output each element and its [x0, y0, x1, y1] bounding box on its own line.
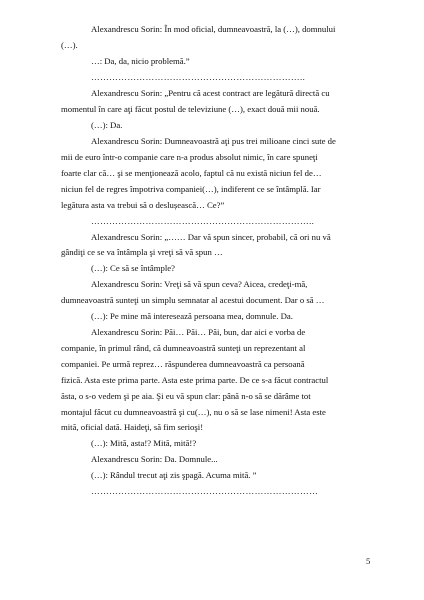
transcript-line: fizică. Asta este prima parte. Asta este prima parte. De ce s-a făcut contractul [61, 374, 329, 385]
ellipsis-line: ……………………………………………………………….. [91, 215, 315, 226]
transcript-line: mii de euro într-o companie care n-a produs absolut nimic, în care spuneţi [61, 152, 318, 163]
transcript-line: Alexandrescu Sorin: În mod oficial, dumneavoastră, la (…), domnului [91, 24, 336, 34]
transcript-line: (…): Mită, asta!? Mită, mită!? [91, 438, 197, 449]
transcript-line: Alexandrescu Sorin: Dumneavoastră aţi pus trei milioane cinci sute de [91, 136, 336, 147]
transcript-line: Alexandrescu Sorin: „Pentru că acest contract are legătură directă cu [91, 88, 330, 99]
transcript-body [61, 22, 361, 500]
ellipsis-line: …………………………………………………………….. [91, 71, 306, 82]
transcript-line: (…): Rândul trecut aţi zis şpagă. Acuma mită. ” [91, 470, 257, 481]
page-number: 5 [366, 556, 371, 566]
transcript-line: (…): Da. [91, 120, 123, 131]
transcript-line: companie, în primul rând, că dumneavoastră sunteţi un reprezentant al [61, 342, 306, 353]
transcript-line: dumneavoastră sunteţi un simplu semnatar al acestui document. Dar o să … [61, 295, 325, 306]
transcript-line: (…): Pe mine mă interesează persoana mea, domnule. Da. [91, 311, 293, 322]
transcript-line: mită, oficial dată. Haideţi, să fim serioşi! [61, 422, 204, 433]
ellipsis-line: ………………………………………………………………… [91, 486, 319, 497]
transcript-line: foarte clar că… şi se menţionează acolo, faptul că nu există niciun fel de… [61, 167, 322, 178]
transcript-line: Alexandrescu Sorin: „…… Dar vă spun sincer, probabil, că ori nu vă [91, 231, 331, 242]
transcript-line: gândiţi ce se va întâmpla şi vreţi să vă spun … [61, 247, 223, 258]
transcript-line: Alexandrescu Sorin: Vreţi să vă spun ceva? Aicea, credeţi-mă, [91, 279, 308, 290]
transcript-line: …: Da, da, nicio problemă.” [91, 55, 190, 66]
transcript-line: companiei. Pe urmă reprez… răspunderea dumneavoastră ca persoană [61, 358, 305, 369]
transcript-line: Alexandrescu Sorin: Păi… Păi… Păi, bun, dar aici e vorba de [91, 327, 306, 338]
transcript-line: montajul făcut cu dumneavoastră şi cu(…), nu o să se lase nimeni! Asta este [61, 406, 326, 417]
transcript-line: niciun fel de regres împotriva companiei(…), indiferent ce se întâmplă. Iar [61, 183, 321, 194]
transcript-line: Alexandrescu Sorin: Da. Domnule... [91, 454, 218, 465]
transcript-line: ăsta, o s-o vedem şi pe aia. Şi eu vă spun clar: până n-o să se dărâme tot [61, 390, 311, 401]
transcript-line: momentul în care aţi făcut postul de televiziune (…), exact două mii nouă. [61, 104, 320, 115]
transcript-line: legătura asta va trebui să o deslușească… Ce?” [61, 199, 225, 210]
transcript-line: (…): Ce să se întâmple? [91, 263, 175, 274]
transcript-line: (…). [61, 39, 78, 50]
